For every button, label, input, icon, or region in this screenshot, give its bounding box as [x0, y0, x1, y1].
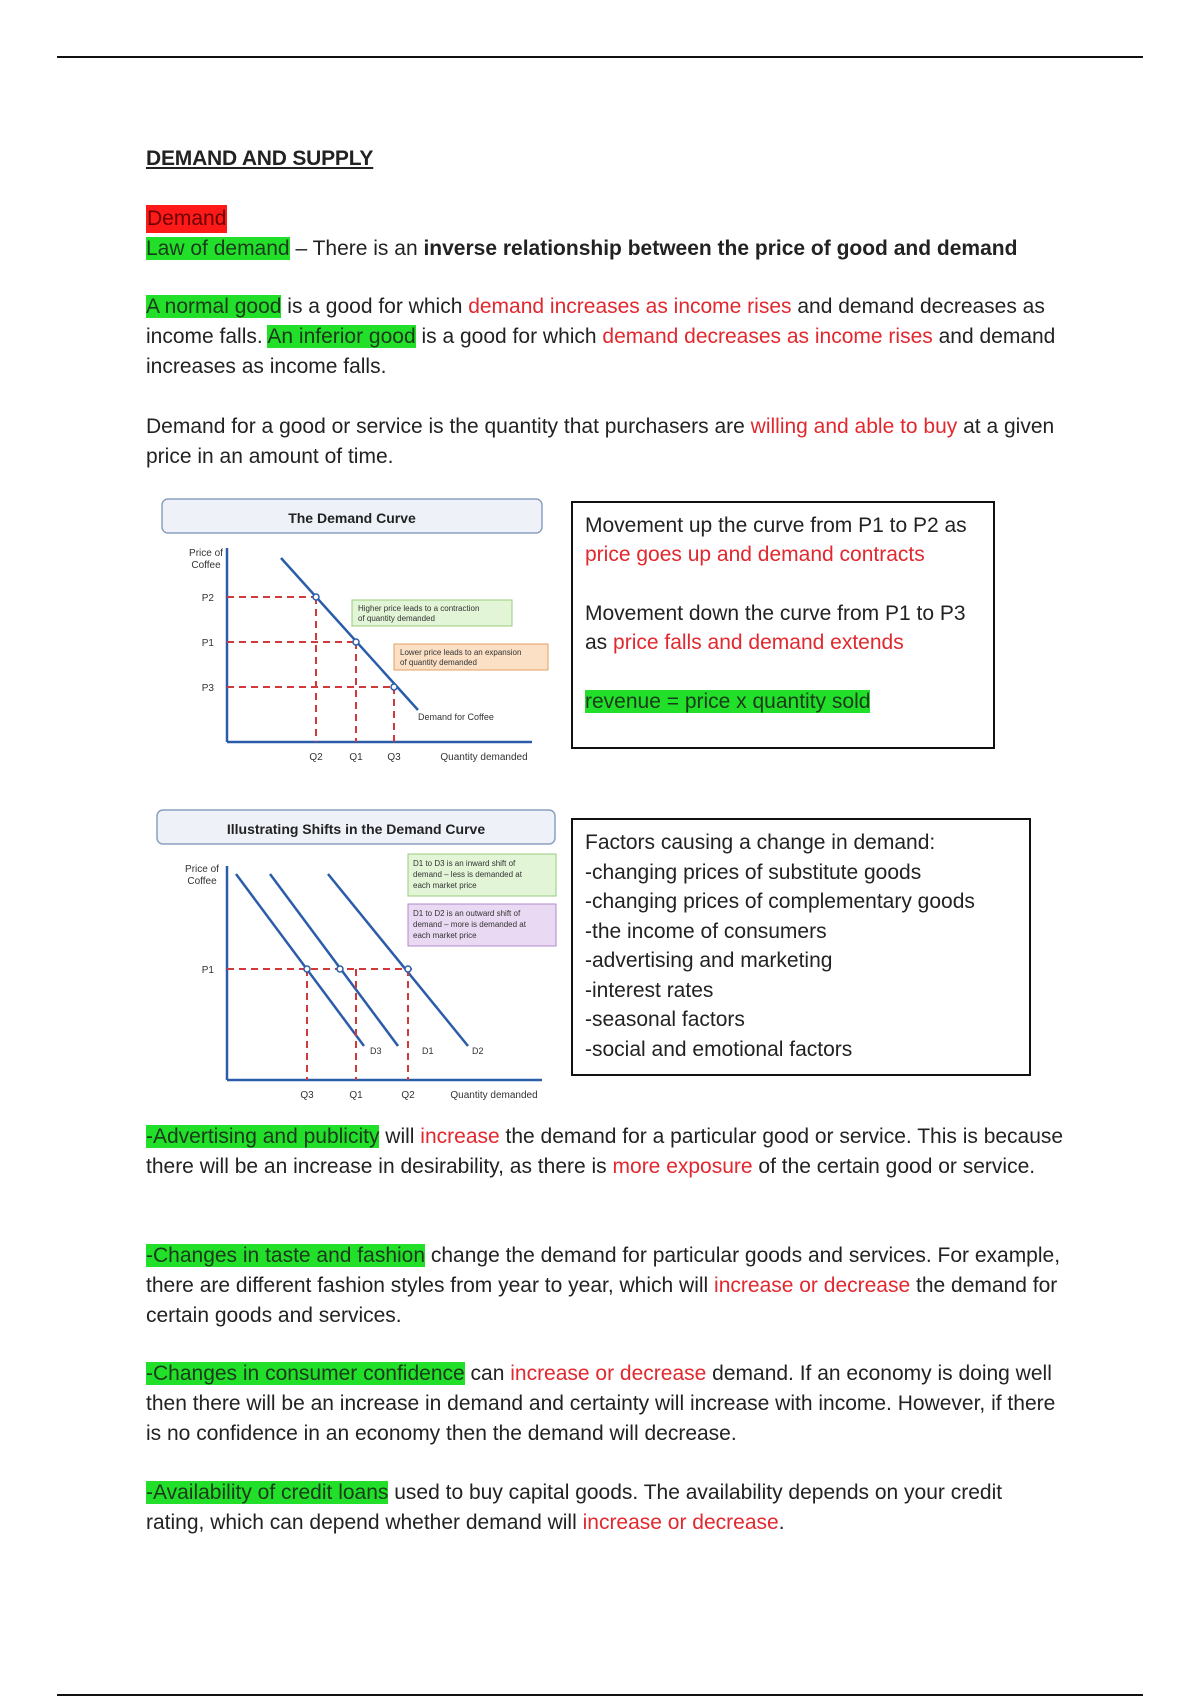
chart2-curve-d3: [236, 874, 364, 1046]
taste-paragraph: -Changes in taste and fashion change the demand for particular goods and services. For example, there are different fashion styles from year to year, which will increase or decrease the demand for certain goods and services.: [146, 1244, 1061, 1327]
chart1-curve-label: Demand for Coffee: [418, 712, 494, 722]
term-consumer-confidence: -Changes in consumer confidence: [146, 1362, 465, 1385]
chart1-p3-label: P3: [201, 683, 214, 694]
advertising-paragraph: -Advertising and publicity will increase the demand for a particular good or service. This is because there will be an increase in desirability, as there is more exposure of the certain good or service.: [146, 1125, 1064, 1178]
term-normal-good: A normal good: [146, 295, 282, 318]
chart2-p1-label: P1: [201, 965, 214, 976]
chart2-q1-label: Q1: [349, 1090, 363, 1101]
factor-item: -advertising and marketing: [585, 949, 833, 972]
term-inferior-good: An inferior good: [267, 325, 416, 348]
svg-text:each market price: each market price: [413, 931, 477, 940]
factor-item: -social and emotional factors: [585, 1037, 853, 1061]
demand-definition: Demand for a good or service is the quantity that purchasers are willing and able to buy at a given price in an amount of time.: [146, 415, 1055, 468]
law-of-demand: Law of demand – There is an inverse relationship between the price of good and demand: [146, 237, 1018, 260]
chart2-d2-label: D2: [472, 1046, 484, 1056]
chart1-ylabel-2: Coffee: [191, 560, 221, 571]
top-rule: [57, 56, 1143, 58]
factors-box: [571, 818, 1031, 1076]
revenue-formula: revenue = price x quantity sold: [585, 690, 871, 713]
svg-text:of quantity demanded: of quantity demanded: [358, 614, 435, 623]
factor-item: -interest rates: [585, 978, 714, 1002]
chart2-q2-label: Q2: [401, 1090, 415, 1101]
chart1-point-p1: [353, 639, 359, 645]
chart2-point-q3: [304, 966, 310, 972]
svg-text:Lower price leads to an expans: Lower price leads to an expansion: [400, 648, 522, 657]
svg-text:D1 to D2 is an outward shift o: D1 to D2 is an outward shift of: [413, 909, 521, 918]
svg-text:demand – less is demanded at: demand – less is demanded at: [413, 870, 522, 879]
svg-text:D1 to D3 is an inward shift of: D1 to D3 is an inward shift of: [413, 859, 516, 868]
factor-item: -the income of consumers: [585, 919, 827, 943]
movement-up-text: Movement up the curve from P1 to P2 as price goes up and demand contracts: [585, 514, 967, 566]
chart1-p2-label: P2: [201, 593, 214, 604]
movement-box: [571, 501, 995, 749]
chart2-d3-label: D3: [370, 1046, 382, 1056]
law-statement: inverse relationship between the price of good and demand: [423, 237, 1018, 260]
chart1-q3-label: Q3: [387, 752, 401, 763]
chart1-point-p3: [391, 684, 397, 690]
chart1-q1-label: Q1: [349, 752, 363, 763]
term-credit-loans: -Availability of credit loans: [146, 1481, 389, 1504]
demand-shift-diagram: [150, 806, 560, 1106]
chart2-ylabel-1: Price of: [185, 864, 219, 875]
factor-item: -changing prices of substitute goods: [585, 860, 922, 884]
svg-text:each market price: each market price: [413, 881, 477, 890]
factor-item: -changing prices of complementary goods: [585, 890, 975, 913]
chart2-ylabel-2: Coffee: [187, 876, 217, 887]
chart1-q2-label: Q2: [309, 752, 323, 763]
chart2-d1-label: D1: [422, 1046, 434, 1056]
chart1-title: The Demand Curve: [288, 510, 416, 526]
chart2-point-q1: [337, 966, 343, 972]
page-title: DEMAND AND SUPPLY: [146, 147, 374, 170]
term-advertising: -Advertising and publicity: [146, 1125, 380, 1148]
chart1-p1-label: P1: [201, 638, 214, 649]
term-law-of-demand: Law of demand: [146, 237, 290, 260]
chart2-point-q2: [405, 966, 411, 972]
chart2-title: Illustrating Shifts in the Demand Curve: [226, 821, 486, 837]
factor-item: -seasonal factors: [585, 1008, 745, 1031]
chart1-point-p2: [313, 594, 319, 600]
svg-text:demand – more is demanded at: demand – more is demanded at: [413, 920, 526, 929]
confidence-paragraph: -Changes in consumer confidence can increase or decrease demand. If an economy is doing well then there will be an increase in demand and certainty will increase with income. However, if there is no confidence in an economy then the demand will decrease.: [146, 1362, 1056, 1445]
bottom-rule: [57, 1694, 1143, 1696]
chart2-xlabel: Quantity demanded: [450, 1090, 538, 1101]
normal-inferior-paragraph: A normal good is a good for which demand increases as income rises and demand decreases as income falls. An inferior good is a good for which demand decreases as income rises and demand increases as income falls.: [146, 295, 1056, 378]
chart2-curve-d2: [328, 874, 468, 1046]
demand-curve-diagram: [150, 496, 550, 780]
factors-title: Factors causing a change in demand:: [585, 831, 936, 854]
movement-down-text: Movement down the curve from P1 to P3 as price falls and demand extends: [585, 602, 966, 654]
svg-text:Higher price leads to a contra: Higher price leads to a contraction: [358, 604, 480, 613]
svg-text:of quantity demanded: of quantity demanded: [400, 658, 477, 667]
chart1-xlabel: Quantity demanded: [440, 752, 528, 763]
chart2-q3-label: Q3: [300, 1090, 314, 1101]
credit-paragraph: -Availability of credit loans used to buy capital goods. The availability depends on your credit rating, which can depend whether demand will increase or decrease.: [146, 1481, 1003, 1534]
chart2-curve-d1: [270, 874, 398, 1046]
chart1-ylabel-1: Price of: [189, 548, 223, 559]
section-label-demand: Demand: [146, 205, 227, 233]
term-taste-fashion: -Changes in taste and fashion: [146, 1244, 426, 1267]
